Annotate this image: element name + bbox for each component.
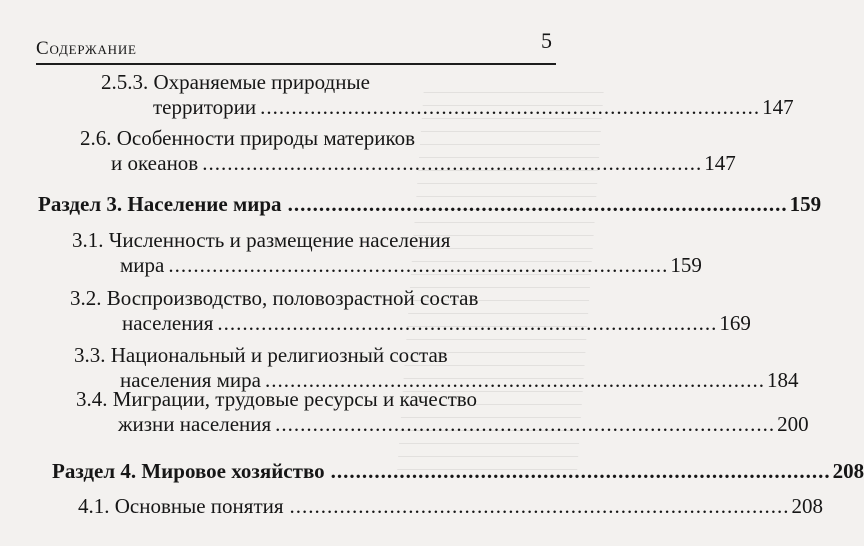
toc-entry [70,286,751,336]
leader-dots: ................................................................................ [260,95,761,119]
leader-dots: ................................................................................ [287,192,788,216]
leader-dots: ................................................................................ [202,151,703,175]
toc-entry-title-continued: территории [153,95,257,119]
toc-entry-title: 3.2. Воспроизводство, половозрастной состав [70,286,479,310]
leader-dots: ................................................................................ [289,494,790,518]
toc-page-number: 184 [767,368,799,392]
leader-dots: ................................................................................ [275,412,776,436]
leader-dots: ................................................................................ [330,459,831,483]
toc-page-number: 159 [670,253,702,277]
toc-section [38,192,822,217]
toc-entry [72,228,702,278]
toc-section-title: Раздел 4. Мировое хозяйство [52,459,325,483]
toc-entry-single-line [78,494,824,519]
header-title: Содержание [36,38,137,59]
header-page-number: 5 [541,28,552,53]
toc-page-number: 208 [791,494,824,518]
leader-dots: ................................................................................ [217,311,718,335]
toc-page-number: 200 [777,412,809,436]
toc-entry [80,126,736,176]
toc-page-number: 147 [704,151,736,175]
toc-entry-title-continued: и океанов [111,151,199,175]
toc-page-number: 147 [762,95,794,119]
toc-entry [101,70,794,120]
toc-entry-title: 3.4. Миграции, трудовые ресурсы и качество [76,387,478,411]
toc-entry-title: 2.5.3. Охраняемые природные [101,70,370,94]
toc-entry-continuation [70,311,751,336]
toc-entry-title: 3.1. Численность и размещение населения [72,228,451,252]
toc-entry [76,387,809,437]
toc-entry-title-continued: жизни населения [118,412,272,436]
toc-entry-continuation [72,253,702,278]
toc-entry-continuation [76,412,809,437]
leader-dots: ................................................................................ [168,253,669,277]
toc-entry-title-continued: населения мира [120,368,261,392]
leader-dots: ................................................................................ [265,368,765,392]
toc-entry-title-continued: мира [120,253,165,277]
toc-entry-title: 3.3. Национальный и религиозный состав [74,343,448,367]
toc-entry-continuation [101,95,794,120]
toc-entry-title-continued: населения [122,311,214,335]
toc-page-number: 208 [832,459,864,483]
toc-entry-continuation [80,151,736,176]
toc-entry [74,343,799,393]
toc-entry-title: 2.6. Особенности природы материков [80,126,416,150]
toc-section-title: Раздел 3. Население мира [38,192,282,216]
toc-page-number: 159 [789,192,822,216]
toc-entry-title: 4.1. Основные понятия [78,494,284,518]
toc-page-number: 169 [719,311,751,335]
toc-section [52,459,864,484]
